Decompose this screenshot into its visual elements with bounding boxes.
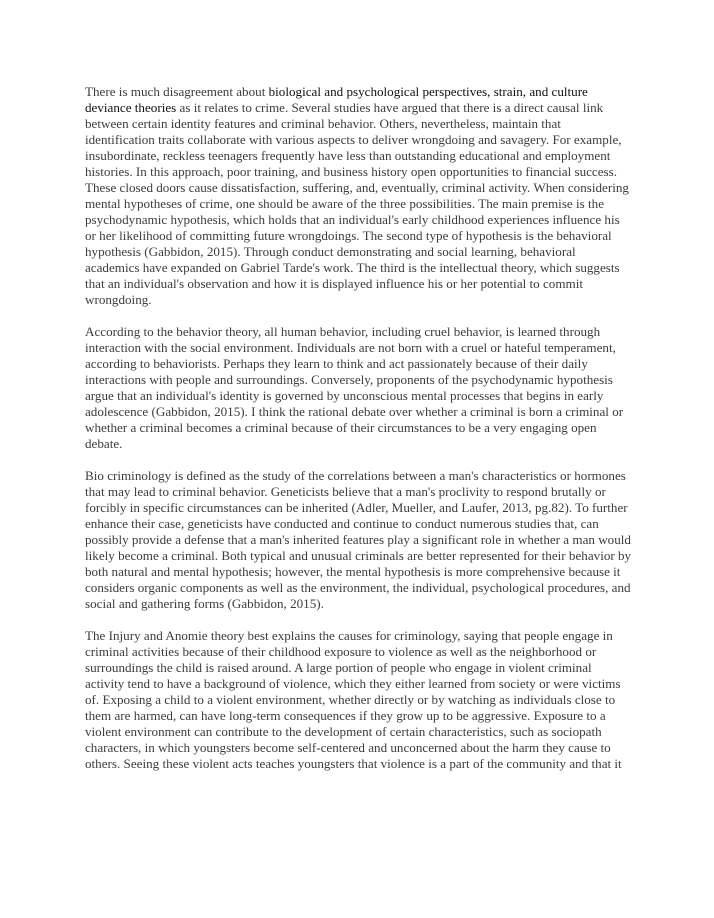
paragraph-bio-criminology: Bio criminology is defined as the study of the correlations between a man's characteristics or hormones that may lead to criminal behavior. Geneticists believe that a man's proclivity to respond brutally or forcibly in specific circumstances can be inherited (Adler, Mueller, and Laufer, 2013, pg.82). To further enhance their case, geneticists have conducted and continue to conduct numerous studies that, can possibly provide a defense that a man's inherited features play a significant role in whether a man would likely become a criminal. Both typical and unusual criminals are better represented for their behavior by both natural and mental hypothesis; however, the mental hypothesis is more comprehensive because it considers organic components as well as the environment, the individual, psychological procedures, and social and gathering forms (Gabbidon, 2015). <box>85 468 632 611</box>
paragraph-behavior-theory: According to the behavior theory, all human behavior, including cruel behavior, is learned through interaction with the social environment. Individuals are not born with a cruel or hateful temperament, according to behaviorists. Perhaps they learn to think and act passionately because of their daily interactions with people and surroundings. Conversely, proponents of the psychodynamic hypothesis argue that an individual's identity is governed by unconscious mental processes that begins in early adolescence (Gabbidon, 2015). I think the rational debate over whether a criminal is born a criminal or whether a criminal becomes a criminal because of their circumstances to be a very engaging open debate. <box>85 324 624 451</box>
paragraph-intro-rest: as it relates to crime. Several studies have argued that there is a direct causal link between certain identity features and criminal behavior. Others, nevertheless, maintain that identification traits collaborate with various aspects to deliver wrongdoing and savagery. For example, insubordinate, reckless teenagers frequently have less than outstanding educational and employment histories. In this approach, poor training, and business history open opportunities to financial success. These closed doors cause dissatisfaction, suffering, and, eventually, criminal activity. When considering mental hypotheses of crime, one should be aware of the three possibilities. The main premise is the psychodynamic hypothesis, which holds that an individual's early childhood experiences influence his or her likelihood of committing future wrongdoings. The second type of hypothesis is the behavioral hypothesis (Gabbidon, 2015). Through conduct demonstrating and social learning, behavioral academics have expanded on Gabriel Tarde's work. The third is the intellectual theory, which suggests that an individual's observation and how it is displayed influence his or her potential to commit wrongdoing. <box>85 100 629 307</box>
document-page <box>85 84 633 788</box>
paragraph-injury-anomie: The Injury and Anomie theory best explains the causes for criminology, saying that people engage in criminal activities because of their childhood exposure to violence as well as the neighborhood or surroundings the child is raised around. A large portion of people who engage in violent criminal activity tend to have a background of violence, which they either learned from society or were victims of. Exposing a child to a violent environment, whether directly or by watching as individuals close to them are harmed, can have long-term consequences if they grow up to be aggressive. Exposure to a violent environment can contribute to the development of certain characteristics, such as sociopath characters, in which youngsters become self-centered and unconcerned about the harm they cause to others. Seeing these violent acts teaches youngsters that violence is a part of the community and that it <box>85 628 622 771</box>
paragraph-intro <box>85 84 633 308</box>
highlighted-phrase: biological and psychological perspectives, strain, and culture deviance theories <box>85 84 588 115</box>
paragraph-intro-lead: There is much disagreement about <box>85 84 269 99</box>
